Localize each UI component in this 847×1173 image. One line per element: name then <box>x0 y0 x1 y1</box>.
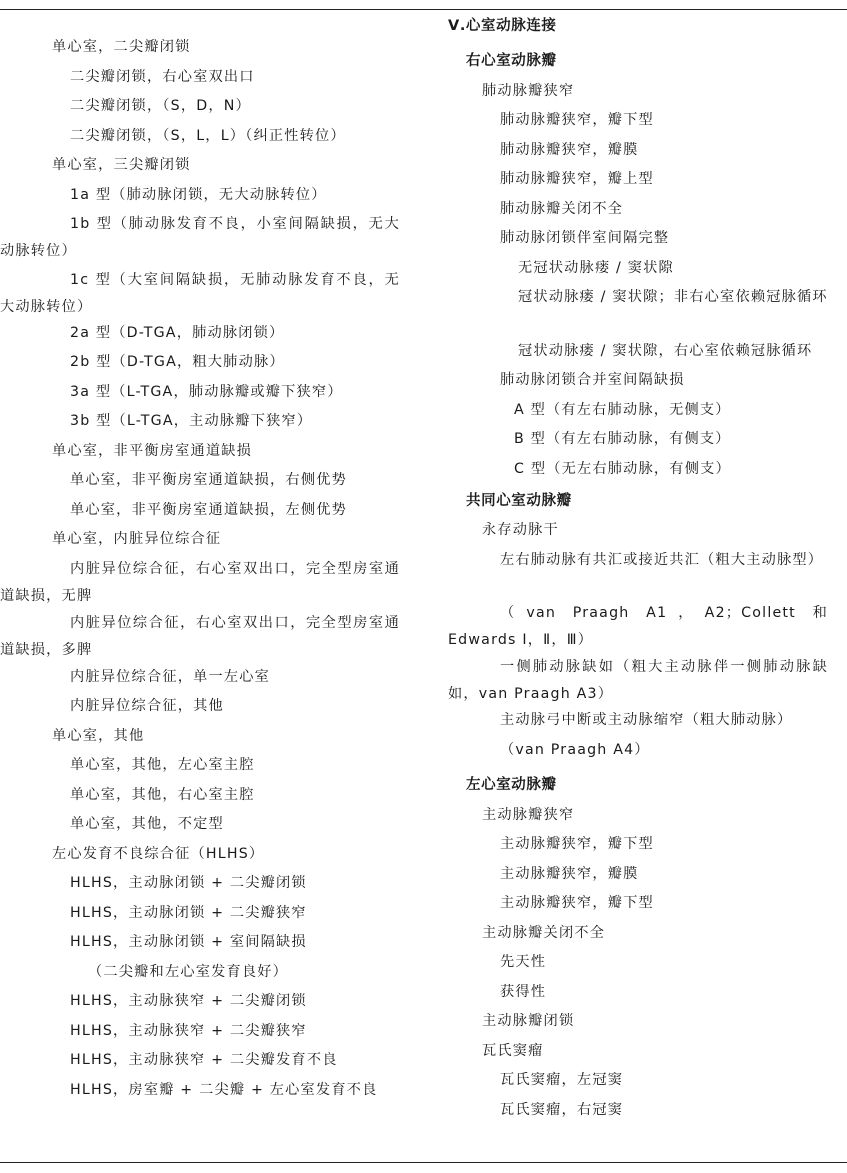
list-item: 单心室，其他 <box>52 728 145 744</box>
list-item: 内脏异位综合征，单一左心室 <box>70 669 271 685</box>
list-item-continuation: 循环 <box>797 289 828 305</box>
list-item: 单心室，其他，右心室主腔 <box>70 787 255 803</box>
list-item: 2a 型（D-TGA，肺动脉闭锁） <box>70 325 285 341</box>
list-item: 单心室，内脏异位综合征 <box>52 531 222 547</box>
list-item: 永存动脉干 <box>482 522 559 538</box>
list-item: 3b 型（L-TGA，主动脉瓣下狭窄） <box>70 413 313 429</box>
list-item: 先天性 <box>500 954 547 970</box>
list-item-text: 内脏异位综合征，右心室双出口，完全型 <box>70 615 354 631</box>
list-item: 单心室，二尖瓣闭锁 <box>52 39 191 55</box>
top-rule <box>0 9 847 10</box>
list-item: 单心室，非平衡房室通道缺损，右侧优势 <box>70 472 347 488</box>
list-item-continuation: 脉缺如，van Praagh A3） <box>448 659 828 702</box>
list-item: 瓦氏窦瘤，左冠窦 <box>500 1072 624 1088</box>
list-item <box>0 556 400 610</box>
list-item: 肺动脉瓣狭窄，瓣上型 <box>500 171 654 187</box>
list-item <box>448 600 828 654</box>
list-item: 2b 型（D-TGA，粗大肺动脉） <box>70 354 285 370</box>
list-item: 获得性 <box>500 984 547 1000</box>
list-item-continuation: Ⅱ，Ⅲ） <box>543 632 594 648</box>
list-item: 3a 型（L-TGA，肺动脉瓣或瓣下狭窄） <box>70 384 343 400</box>
list-item: 二尖瓣闭锁，（S，L，L）（纠正性转位） <box>70 128 346 144</box>
list-item: 瓦氏窦瘤，右冠窦 <box>500 1102 624 1118</box>
bottom-rule <box>0 1162 847 1163</box>
list-item <box>0 610 400 664</box>
list-item: 单心室，非平衡房室通道缺损 <box>52 443 253 459</box>
list-item: HLHS，房室瓣 + 二尖瓣 + 左心室发育不良 <box>70 1082 378 1098</box>
list-item: C 型（无左右肺动脉，有侧支） <box>514 461 731 477</box>
list-item: HLHS，主动脉闭锁 + 二尖瓣闭锁 <box>70 875 307 891</box>
list-item: 二尖瓣闭锁，右心室双出口 <box>70 69 255 85</box>
list-item-continuation: 脉型） <box>776 552 824 568</box>
list-item <box>0 267 400 321</box>
list-item-continuation: 无大动脉转位） <box>0 272 400 315</box>
list-item: 二尖瓣闭锁，（S，D，N） <box>70 98 251 114</box>
list-item: 主动脉瓣闭锁 <box>482 1013 575 1029</box>
section-heading: Ⅴ.心室动脉连接 <box>448 18 557 34</box>
list-item <box>448 284 828 311</box>
list-item: 无冠状动脉瘘 / 窦状隙 <box>518 260 674 276</box>
list-item: 肺动脉闭锁合并室间隔缺损 <box>500 372 685 388</box>
list-item: 1a 型（肺动脉闭锁，无大动脉转位） <box>70 187 327 203</box>
list-item: HLHS，主动脉闭锁 + 二尖瓣狭窄 <box>70 905 307 921</box>
list-item: HLHS，主动脉闭锁 + 室间隔缺损 <box>70 934 307 950</box>
list-item: 瓦氏窦瘤 <box>482 1043 544 1059</box>
list-item: 肺动脉瓣狭窄，瓣膜 <box>500 142 639 158</box>
section-heading: 共同心室动脉瓣 <box>466 493 572 509</box>
list-item: 肺动脉闭锁伴室间隔完整 <box>500 230 670 246</box>
list-item: （二尖瓣和左心室发育良好） <box>88 964 289 980</box>
section-heading: 左心室动脉瓣 <box>466 777 557 793</box>
list-item: 主动脉瓣关闭不全 <box>482 925 606 941</box>
list-item-text: 一侧肺动脉缺如（粗大主动脉伴一侧肺动 <box>500 659 797 675</box>
list-item: 主动脉弓中断或主动脉缩窄（粗大肺动脉） <box>500 712 793 728</box>
list-item: 左心发育不良综合征（HLHS） <box>52 846 265 862</box>
list-item: 肺动脉瓣狭窄 <box>482 83 575 99</box>
list-item: 主动脉瓣狭窄，瓣下型 <box>500 895 654 911</box>
list-item-continuation: 房室通道缺损，无脾 <box>0 561 400 604</box>
list-item: 肺动脉瓣狭窄，瓣下型 <box>500 112 654 128</box>
list-item: B 型（有左右肺动脉，有侧支） <box>514 431 731 447</box>
list-item: 单心室，非平衡房室通道缺损，左侧优势 <box>70 502 347 518</box>
list-item-text: 冠状动脉瘘 / 窦状隙；非右心室依赖冠脉 <box>518 289 797 305</box>
list-item: 单心室，其他，左心室主腔 <box>70 757 255 773</box>
list-item <box>0 211 400 265</box>
list-item <box>448 547 828 574</box>
list-item: 单心室，三尖瓣闭锁 <box>52 157 191 173</box>
section-heading: 右心室动脉瓣 <box>466 53 557 69</box>
list-item-text: 左右肺动脉有共汇或接近共汇（粗大主动 <box>500 552 777 568</box>
list-item: 肺动脉瓣关闭不全 <box>500 201 624 217</box>
list-item-text: 1b 型（肺动脉发育不良，小室间隔缺损， <box>70 216 369 232</box>
list-item: 单心室，其他，不定型 <box>70 816 224 832</box>
list-item: HLHS，主动脉狭窄 + 二尖瓣狭窄 <box>70 1023 307 1039</box>
list-item: 主动脉瓣狭窄，瓣膜 <box>500 866 639 882</box>
list-item: 冠状动脉瘘 / 窦状隙，右心室依赖冠脉循环 <box>518 343 813 359</box>
list-item-continuation: 房室通道缺损，多脾 <box>0 615 400 658</box>
list-item: 内脏异位综合征，其他 <box>70 698 224 714</box>
list-item-text: 1c 型（大室间隔缺损，无肺动脉发育不良， <box>70 272 385 288</box>
list-item-text: （van Praagh A1，A2；Collett 和 Edwards Ⅰ， <box>448 605 828 648</box>
list-item: A 型（有左右肺动脉，无侧支） <box>514 402 731 418</box>
list-item <box>448 654 828 708</box>
list-item: 主动脉瓣狭窄 <box>482 807 575 823</box>
list-item: HLHS，主动脉狭窄 + 二尖瓣发育不良 <box>70 1052 338 1068</box>
list-item-continuation: 无大动脉转位） <box>0 216 401 259</box>
list-item: HLHS，主动脉狭窄 + 二尖瓣闭锁 <box>70 993 307 1009</box>
list-item-text: 内脏异位综合征，右心室双出口，完全型 <box>70 561 354 577</box>
list-item: 主动脉瓣狭窄，瓣下型 <box>500 836 654 852</box>
list-item: （van Praagh A4） <box>500 742 650 758</box>
